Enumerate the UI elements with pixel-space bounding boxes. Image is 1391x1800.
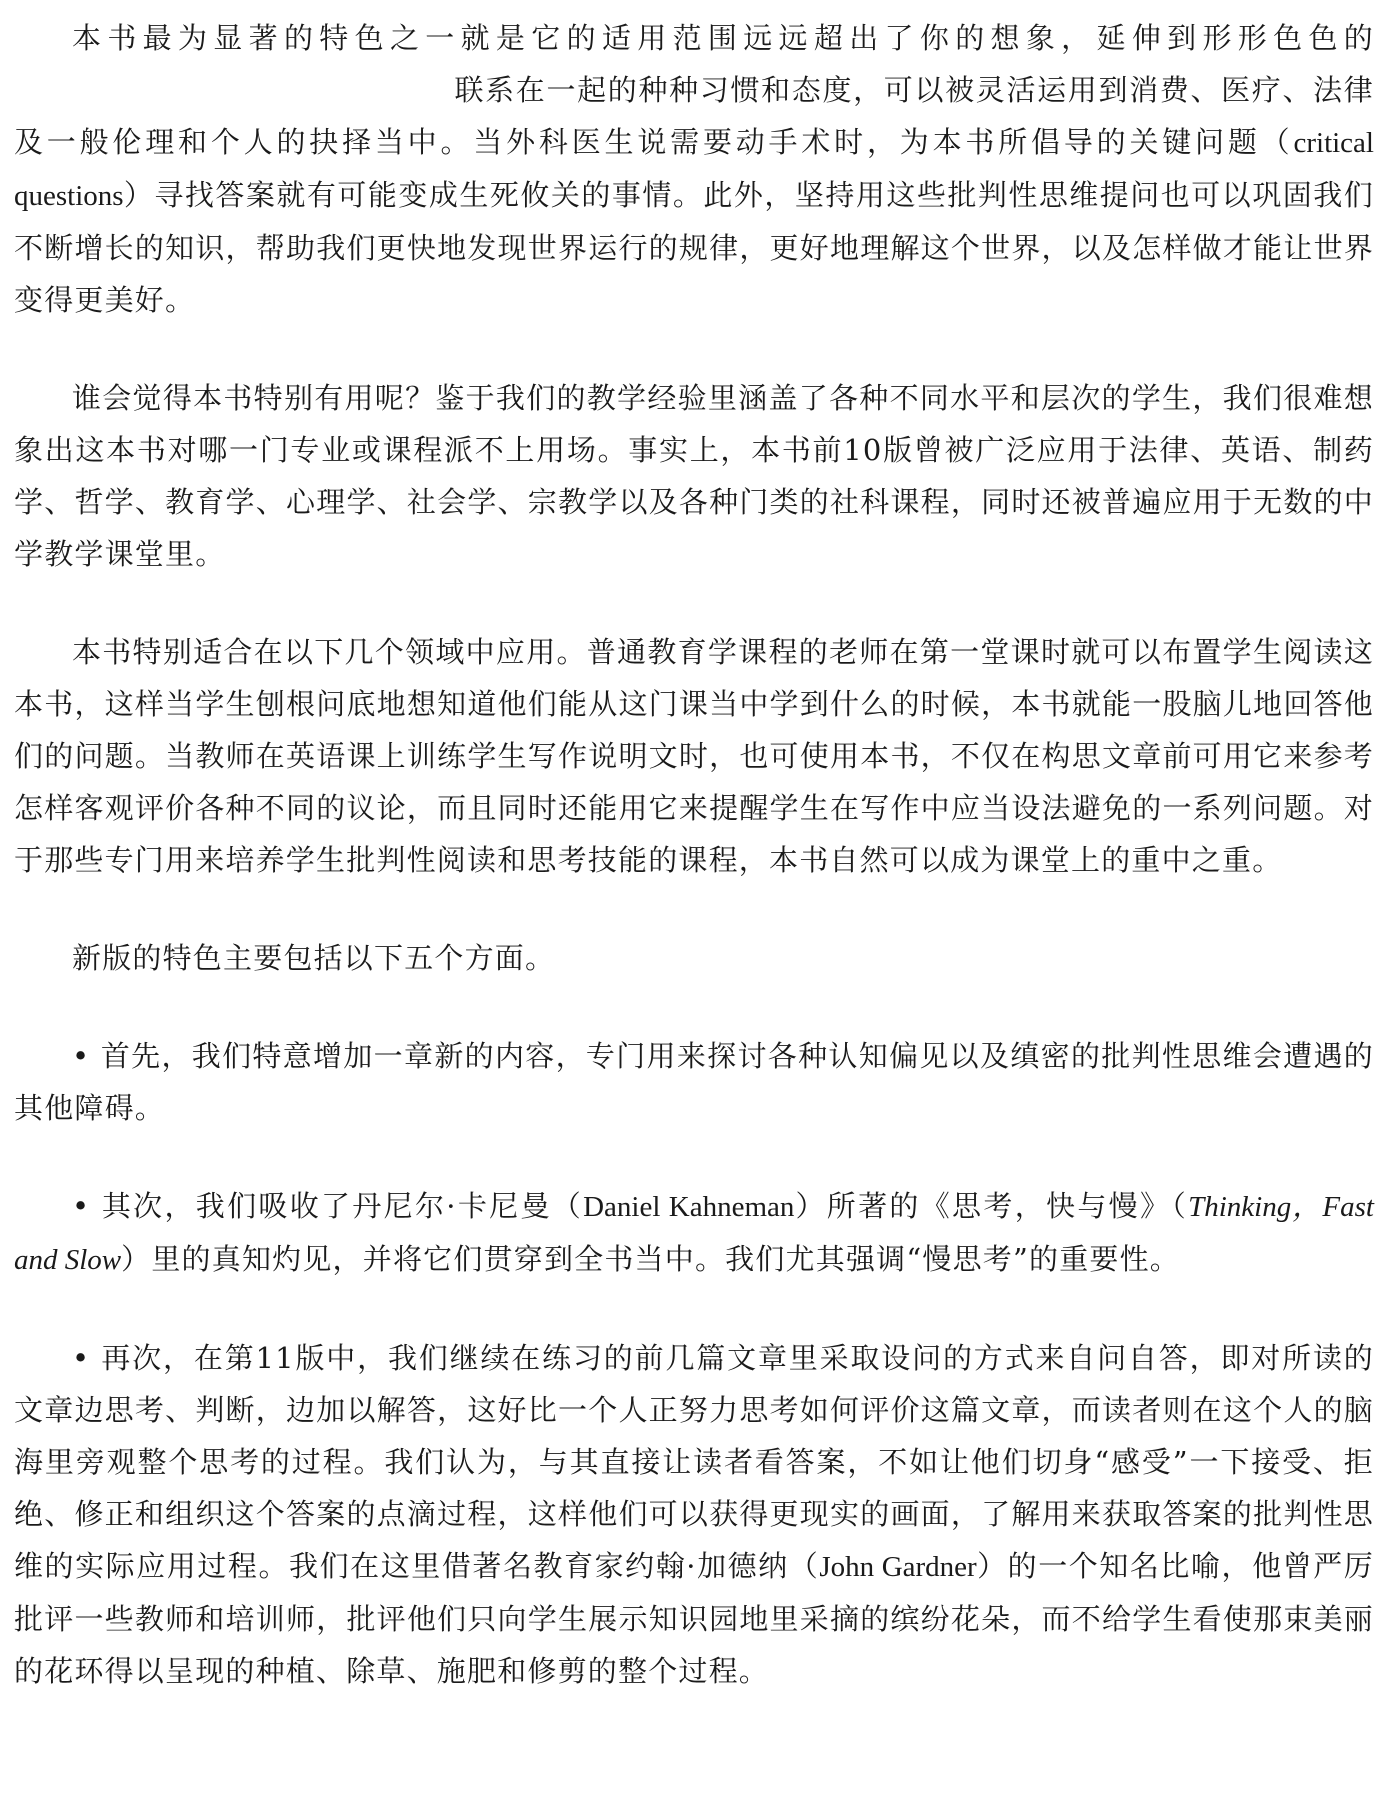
- bullet-second: [14, 1180, 1374, 1286]
- author-name-kahneman: Daniel Kahneman: [583, 1191, 795, 1223]
- paragraph-applications: 本书特别适合在以下几个领域中应用。普通教育学课程的老师在第一堂课时就可以布置学生阅读这本书，这样当学生刨根问底地想知道他们能从这门课当中学到什么的时候，本书就能一股脑儿地回答他们的问题。当教师在英语课上训练学生写作说明文时，也可使用本书，不仅在构思文章前可用它来参考怎样客观评价各种不同的议论，而且同时还能用它来提醒学生在写作中应当设法避免的一系列问题。对于那些专门用来培养学生批判性阅读和思考技能的课程，本书自然可以成为课堂上的重中之重。: [14, 635, 1374, 877]
- bullet-third-text-a: • 再次，在第11版中，我们继续在练习的前几篇文章里采取设问的方式来自问自答，即对所读的文章边思考、判断，边加以解答，这好比一个人正努力思考如何评价这篇文章，而读者则在这个人的脑海里旁观整个思考的过程。我们认为，与其直接让读者看答案，不如让他们切身“感受”一下接受、拒绝、修正和组织这个答案的点滴过程，这样他们可以获得更现实的画面，了解用来获取答案的批判性思维的实际应用过程。我们在这里借著名教育家约翰·加德纳（: [14, 1341, 1374, 1583]
- term-critical-questions: critical questions: [14, 127, 1374, 212]
- bullet-second-text-c: ）里的真知灼见，并将它们贯穿到全书当中。我们尤其强调“慢思考”的重要性。: [121, 1242, 1181, 1276]
- paragraph-new-edition-intro: 新版的特色主要包括以下五个方面。: [72, 941, 556, 975]
- paragraph-audience: 谁会觉得本书特别有用呢？鉴于我们的教学经验里涵盖了各种不同水平和层次的学生，我们很难想象出这本书对哪一门专业或课程派不上用场。事实上，本书前10版曾被广泛应用于法律、英语、制药学、哲学、教育学、心理学、社会学、宗教学以及各种门类的社科课程，同时还被普遍应用于无数的中学教学课堂里。: [14, 381, 1374, 571]
- bullet-second-text-b: ）所著的《思考，快与慢》（: [794, 1189, 1189, 1223]
- paragraph-scope: [14, 12, 1374, 326]
- bullet-third: [14, 1332, 1374, 1697]
- paragraph-scope-text-after-gap: 联系在一起的种种习惯和态度，可以被灵活运用到消费、医疗、法律及一般伦理和个人的抉择当中。当外科医生说需要动手术时，为本书所倡导的关键问题（: [14, 73, 1374, 159]
- paragraph-scope-text-end: ）寻找答案就有可能变成生死攸关的事情。此外，坚持用这些批判性思维提问也可以巩固我们不断增长的知识，帮助我们更快地发现世界运行的规律，更好地理解这个世界，以及怎样做才能让世界变得更美好。: [14, 178, 1374, 317]
- bullet-second-text-a: • 其次，我们吸收了丹尼尔·卡尼曼（: [72, 1189, 584, 1223]
- bullet-third-text-b: ）的一个知名比喻，他曾严厉批评一些教师和培训师，批评他们只向学生展示知识园地里采摘的缤纷花朵，而不给学生看使那束美丽的花环得以呈现的种植、除草、施肥和修剪的整个过程。: [14, 1549, 1374, 1688]
- paragraph-scope-text-before-gap: 本书最为显著的特色之一就是它的适用范围远远超出了你的想象，延伸到形形色色的: [72, 21, 1374, 55]
- bullet-first: • 首先，我们特意增加一章新的内容，专门用来探讨各种认知偏见以及缜密的批判性思维会遭遇的其他障碍。: [14, 1039, 1374, 1125]
- document-page: [14, 12, 1374, 1697]
- book-title-italic: Thinking，Fast and Slow: [14, 1191, 1374, 1276]
- author-name-gardner: John Gardner: [819, 1551, 977, 1583]
